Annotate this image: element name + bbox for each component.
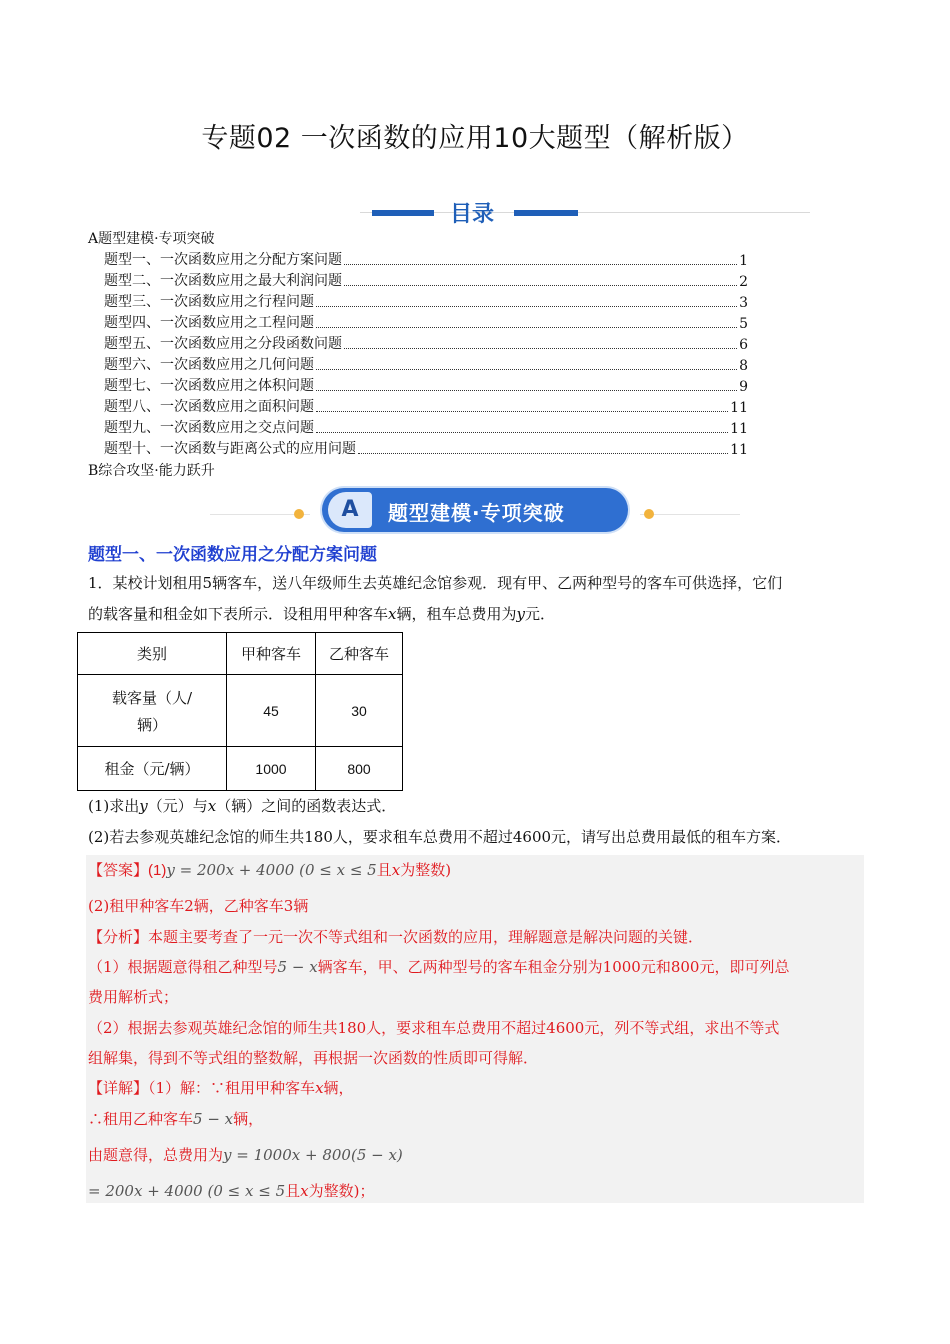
toc-section-a[interactable]: A题型建模·专项突破 (88, 231, 215, 247)
toc-heading: 目录 (450, 202, 495, 227)
detail-line-1: 【详解】（1）解：∵租用甲种客车x辆， (88, 1079, 354, 1097)
detail-line-4: = 200x + 4000 (0 ≤ x ≤ 5且x为整数)； (88, 1182, 375, 1200)
detail-line-3: 由题意得，总费用为y = 1000x + 800(5 − x) (88, 1146, 403, 1164)
table-cell: 载客量（人/ 辆） (78, 675, 227, 747)
toc-item[interactable]: 题型八、一次函数应用之面积问题 11 (104, 399, 748, 416)
table-cell: 租金（元/辆） (78, 747, 227, 791)
toc-item[interactable]: 题型四、一次函数应用之工程问题 5 (104, 315, 748, 332)
table-cell: 800 (316, 747, 403, 791)
toc-section-b[interactable]: B综合攻坚·能力跃升 (88, 463, 215, 479)
toc-item[interactable]: 题型七、一次函数应用之体积问题 9 (104, 378, 748, 395)
toc-item[interactable]: 题型五、一次函数应用之分段函数问题 6 (104, 336, 748, 353)
problem-line-1: 1．某校计划租用5辆客车，送八年级师生去英雄纪念馆参观．现有甲、乙两种型号的客车可供选择，它们 (88, 574, 783, 592)
toc-item[interactable]: 题型二、一次函数应用之最大利润问题 2 (104, 273, 748, 290)
table-cell: 1000 (227, 747, 316, 791)
question-1: (1)求出y（元）与x（辆）之间的函数表达式． (88, 797, 397, 815)
question-2: (2)若去参观英雄纪念馆的师生共180人，要求租车总费用不超过4600元，请写出总费用最低的租车方案． (88, 828, 792, 846)
section-badge: A (328, 492, 372, 528)
question-type-heading: 题型一、一次函数应用之分配方案问题 (88, 545, 377, 565)
toc-bar-left (372, 210, 434, 216)
toc-item[interactable]: 题型一、一次函数应用之分配方案问题 1 (104, 252, 748, 269)
answer-line-1: 【答案】(1)y = 200x + 4000 (0 ≤ x ≤ 5且x为整数) (88, 861, 452, 879)
problem-line-2: 的载客量和租金如下表所示．设租用甲种客车x辆，租车总费用为y元． (88, 605, 555, 623)
analysis-point-2-cont: 组解集，得到不等式组的整数解，再根据一次函数的性质即可得解． (88, 1049, 539, 1067)
table-header: 类别 (78, 633, 227, 675)
toc-item[interactable]: 题型十、一次函数与距离公式的应用问题 11 (104, 441, 748, 458)
section-banner-text: 题型建模·专项突破 (388, 501, 565, 525)
answer-line-2: (2)租甲种客车2辆，乙种客车3辆 (88, 897, 309, 915)
toc-bar-right (514, 210, 578, 216)
toc-item[interactable]: 题型六、一次函数应用之几何问题 8 (104, 357, 748, 374)
toc-item[interactable]: 题型三、一次函数应用之行程问题 3 (104, 294, 748, 311)
analysis-point-1-cont: 费用解析式； (88, 988, 179, 1006)
analysis-point-1: （1）根据题意得租乙种型号5 − x辆客车，甲、乙两种型号的客车租金分别为1000元和800元，即可列总 (88, 958, 790, 976)
analysis-line: 【分析】本题主要考查了一元一次不等式组和一次函数的应用，理解题意是解决问题的关键． (88, 928, 704, 946)
banner-line-right (640, 514, 740, 515)
analysis-point-2: （2）根据去参观英雄纪念馆的师生共180人，要求租车总费用不超过4600元，列不等式组，求出不等式 (88, 1019, 780, 1037)
page-title: 专题02 一次函数的应用10大题型（解析版） (201, 123, 749, 154)
banner-dot-left (294, 509, 304, 519)
table-header: 乙种客车 (316, 633, 403, 675)
detail-line-2: ∴租用乙种客车5 − x辆， (88, 1110, 264, 1128)
banner-dot-right (644, 509, 654, 519)
table-header: 甲种客车 (227, 633, 316, 675)
toc-item[interactable]: 题型九、一次函数应用之交点问题 11 (104, 420, 748, 437)
table-cell: 45 (227, 675, 316, 747)
rental-table (77, 632, 403, 791)
table-cell: 30 (316, 675, 403, 747)
